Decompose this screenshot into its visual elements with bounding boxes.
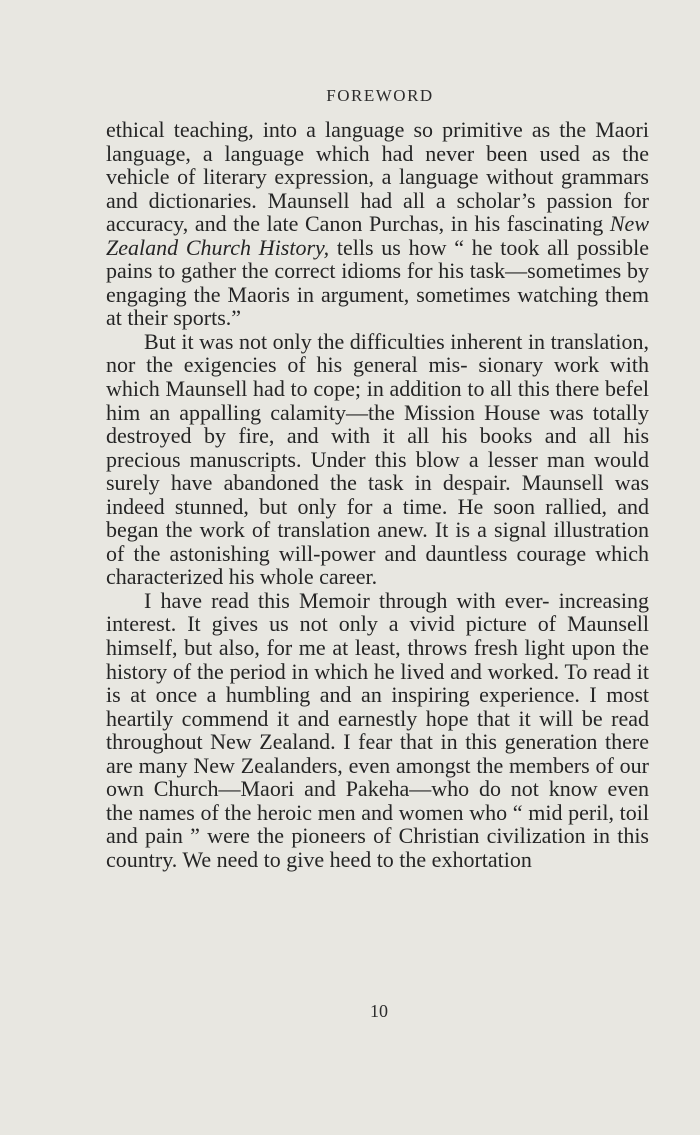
paragraph-1-text-continued: tells us how “ he took all possible pains to gather the correct idioms for his task—sometimes by engaging the Maoris in argument, sometimes watching them at their sports.” [106,234,649,331]
paragraph-3-text: I have read this Memoir through with ever- increasing interest. It gives us not only a vivid picture of Maunsell himself, but also, for me at least, throws fresh light upon the history of the period in which he lived and worked. To read it is at once a humbling and an inspiring experience. I most heartily commend it and earnestly hope that it will be read throughout New Zealand. I fear that in this generation there are many New Zealanders, even amongst the members of our own Church—Maori and Pakeha—who do not know even the names of the heroic men and women who “ mid peril, toil and pain ” were the pioneers of Christian civilization in this country. We need to give heed to the exhortation [106,587,649,872]
paragraph-3 [106,589,649,872]
page-number: 10 [370,1001,388,1021]
paragraph-2-text: But it was not only the difficulties inherent in translation, nor the exigencies of his general mis- sionary work with which Maunsell had to cope; in addition to all this there befel him an appalling calamity—the Mission House was totally destroyed by fire, and with it all his books and all his precious manuscripts. Under this blow a lesser man would surely have abandoned the task in despair. Maunsell was indeed stunned, but only for a time. He soon rallied, and began the work of translation anew. It is a signal illustration of the astonishing will-power and dauntless courage which characterized his whole career. [106,328,649,590]
paragraph-1-text: ethical teaching, into a language so primitive as the Maori language, a language which had never been used as the vehicle of literary expression, a language without grammars and dictionaries. Maunsell had all a scholar’s passion for accuracy, and the late Canon Purchas, in his fascinating [106,117,649,237]
running-head: FOREWORD [326,86,434,105]
paragraph-2 [106,330,649,589]
book-title-italic: New Zealand Church History, [106,211,649,260]
paragraph-1 [106,118,649,330]
body-text [106,118,649,872]
